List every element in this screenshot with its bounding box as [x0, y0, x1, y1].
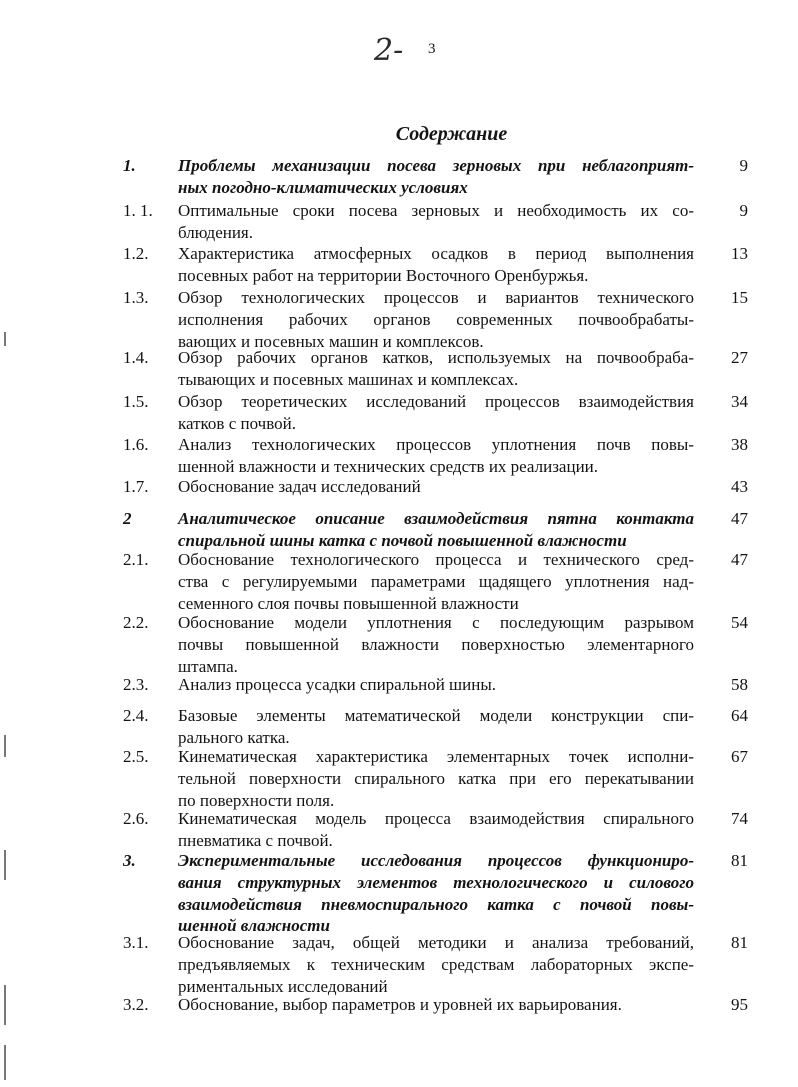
toc-entry-title-line: Базовые элементы математической модели конструкции спи-	[178, 706, 694, 725]
toc-entry-title-line: исполнения рабочих органов современных почвообрабаты-	[178, 309, 694, 329]
toc-entry-title-line: ства с регулируемыми параметрами щадящего уплотнения над-	[178, 571, 694, 591]
toc-entry-title	[178, 808, 694, 852]
toc-entry-page: 47	[731, 509, 748, 528]
page-header	[0, 30, 798, 70]
toc-entry-title-line: штампа.	[178, 656, 238, 676]
toc-entry-number: 2.5.	[123, 747, 149, 766]
toc-entry-number: 3.	[123, 851, 136, 870]
toc-entry-title-line: Обоснование технологического процесса и технического сред-	[178, 550, 694, 569]
toc-entry-number: 1.7.	[123, 477, 149, 496]
toc-entry-title-line: предъявляемых к техническим средствам лабораторных экспе-	[178, 954, 694, 974]
toc-entry-title-line: пневматика с почвой.	[178, 830, 333, 850]
toc-entry-title-line: Обзор технологических процессов и вариантов технического	[178, 288, 694, 307]
toc-entry-number: 1.2.	[123, 244, 149, 263]
toc-entry-page: 67	[731, 747, 748, 766]
toc-entry-title	[178, 508, 694, 552]
margin-speck	[4, 850, 6, 880]
toc-entry-title-line: Обоснование задач, общей методики и анализа требований,	[178, 933, 694, 952]
toc-entry-title-line: Анализ процесса усадки спиральной шины.	[178, 675, 497, 694]
toc-entry-number: 1. 1.	[123, 201, 153, 220]
toc-entry-title	[178, 994, 694, 1016]
toc-entry-page: 34	[731, 392, 748, 411]
toc-entry-title-line: Обзор рабочих органов катков, используемых на почвообраба-	[178, 348, 694, 367]
toc-entry-title	[178, 434, 694, 478]
toc-entry-title	[178, 347, 694, 391]
toc-entry-title	[178, 200, 694, 244]
toc-entry-page: 13	[731, 244, 748, 263]
toc-entry-title-line: Обоснование задач исследований	[178, 477, 421, 496]
toc-entry-title-line: Проблемы механизации посева зерновых при неблагоприят-	[178, 156, 694, 175]
toc-entry-title	[178, 746, 694, 811]
toc-entry-number: 1.6.	[123, 435, 149, 454]
toc-entry-number: 1.	[123, 156, 136, 175]
toc-entry-page: 58	[731, 675, 748, 694]
toc-entry-title-line: Оптимальные сроки посева зерновых и необходимость их со-	[178, 201, 694, 220]
toc-entry-number: 2.3.	[123, 675, 149, 694]
toc-entry-title-line: тывающих и посевных машинах и комплексах.	[178, 369, 519, 389]
toc-entry-title	[178, 674, 694, 696]
toc-entry-page: 27	[731, 348, 748, 367]
toc-entry-page: 43	[731, 477, 748, 496]
page-number: 3	[428, 41, 436, 57]
toc-entry-page: 38	[731, 435, 748, 454]
toc-entry-title-line: ных погодно-климатических условиях	[178, 177, 468, 197]
toc-entry-title-line: семенного слоя почвы повышенной влажности	[178, 593, 519, 613]
toc-entry-title-line: взаимодействия пневмоспирального катка с почвой повы-	[178, 894, 694, 914]
toc-entry-title	[178, 612, 694, 677]
toc-entry-title	[178, 476, 694, 498]
toc-entry-title-line: рального катка.	[178, 727, 290, 747]
toc-entry-title-line: вающих и посевных машин и комплексов.	[178, 331, 484, 351]
margin-speck	[4, 735, 6, 757]
toc-entry-page: 54	[731, 613, 748, 632]
toc-entry-title-line: тельной поверхности спирального катка при его перекатывании	[178, 768, 694, 788]
toc-entry-number: 3.2.	[123, 995, 149, 1014]
toc-entry-title	[178, 549, 694, 614]
toc-entry-title-line: Экспериментальные исследования процессов функциониро-	[178, 851, 694, 870]
toc-entry-title	[178, 391, 694, 435]
toc-entry-page: 74	[731, 809, 748, 828]
toc-entry-page: 95	[731, 995, 748, 1014]
toc-title: Содержание	[395, 123, 508, 145]
toc-entry-number: 2	[123, 509, 132, 528]
toc-entry-title-line: Анализ технологических процессов уплотнения почв повы-	[178, 435, 694, 454]
toc-entry-title-line: посевных работ на территории Восточного Оренбуржья.	[178, 265, 589, 285]
toc-entry-title-line: спиральной шины катка с почвой повышенной влажности	[178, 530, 627, 550]
toc-entry-title-line: Кинематическая характеристика элементарных точек исполни-	[178, 747, 694, 766]
toc-entry-page: 81	[731, 933, 748, 952]
toc-entry-number: 2.6.	[123, 809, 149, 828]
toc-entry-title-line: по поверхности поля.	[178, 790, 335, 810]
toc-entry-title-line: Обоснование модели уплотнения с последующим разрывом	[178, 613, 694, 632]
toc-entry-title-line: шенной влажности	[178, 916, 330, 936]
toc-entry-page: 9	[739, 201, 748, 220]
toc-entry-title	[178, 705, 694, 749]
margin-speck	[4, 1045, 6, 1080]
toc-entry-page: 9	[739, 156, 748, 175]
toc-entry-title-line: Аналитическое описание взаимодействия пятна контакта	[178, 509, 694, 528]
toc-entry-title	[178, 155, 694, 199]
toc-entry-title-line: Кинематическая модель процесса взаимодействия спирального	[178, 809, 694, 828]
handwritten-mark: 2-	[374, 33, 404, 68]
toc-entry-number: 1.5.	[123, 392, 149, 411]
toc-entry-title-line: Характеристика атмосферных осадков в период выполнения	[178, 244, 694, 263]
toc-entry-title-line: вания структурных элементов технологического и силового	[178, 872, 694, 892]
toc-entry-number: 2.2.	[123, 613, 149, 632]
toc-entry-page: 81	[731, 851, 748, 870]
toc-entry-title	[178, 243, 694, 287]
margin-speck	[4, 985, 6, 1025]
toc-entry-number: 2.1.	[123, 550, 149, 569]
toc-entry-number: 2.4.	[123, 706, 149, 725]
toc-entry-title-line: Обоснование, выбор параметров и уровней их варьирования.	[178, 995, 622, 1014]
toc-entry-title-line: Обзор теоретических исследований процессов взаимодействия	[178, 392, 694, 411]
toc-entry-title	[178, 850, 694, 937]
margin-speck	[4, 332, 6, 346]
toc-entry-number: 1.4.	[123, 348, 149, 367]
toc-entry-title-line: шенной влажности и технических средств их реализации.	[178, 456, 599, 476]
toc-entry-title-line: риментальных исследований	[178, 976, 388, 996]
toc-entry-title-line: почвы повышенной влажности поверхностью элементарного	[178, 634, 694, 654]
toc-entry-title	[178, 932, 694, 997]
toc-entry-title-line: блюдения.	[178, 222, 254, 242]
toc-entry-title-line: катков с почвой.	[178, 413, 296, 433]
toc-entry-number: 1.3.	[123, 288, 149, 307]
toc-entry-page: 64	[731, 706, 748, 725]
toc-entry-number: 3.1.	[123, 933, 149, 952]
toc-entry-page: 47	[731, 550, 748, 569]
toc-entry-page: 15	[731, 288, 748, 307]
toc-entry-title	[178, 287, 694, 352]
